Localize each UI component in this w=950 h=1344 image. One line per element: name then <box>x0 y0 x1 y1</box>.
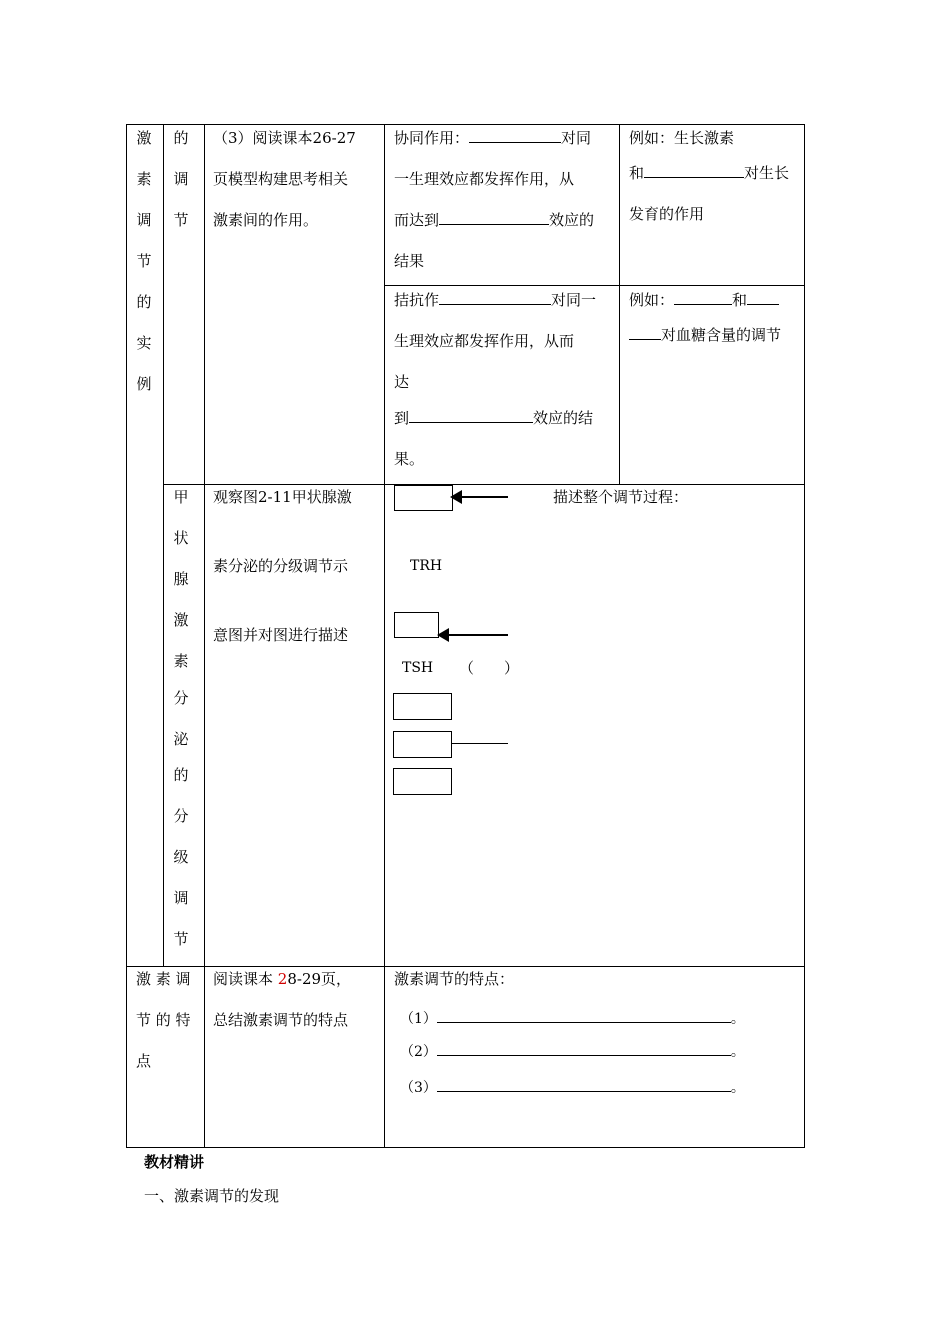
col1-char: 节 <box>136 252 152 270</box>
antagonism-line-1 <box>394 280 596 321</box>
synergy-line-3 <box>394 200 594 241</box>
paren-blank[interactable]: （ ） <box>459 659 520 677</box>
col2-right-border <box>204 124 205 1148</box>
task-line: 意图并对图进行描述 <box>213 626 349 644</box>
task-line: （3）阅读课本26-27 <box>213 129 356 147</box>
antagonism-line-3: 达 <box>394 373 410 391</box>
antagonism-example-blank-1[interactable] <box>674 289 732 305</box>
example-text: 对生长 <box>744 164 790 182</box>
synergy-line-2: 一生理效应都发挥作用，从 <box>394 170 575 188</box>
col2-char: 状 <box>173 529 189 547</box>
col1-char: 素 <box>136 170 152 188</box>
feature-item <box>400 1068 745 1109</box>
synergy-text: 效应的 <box>549 211 595 229</box>
col1-char: 调 <box>136 211 152 229</box>
table-bottom-border <box>126 1147 805 1148</box>
synergy-blank-1[interactable] <box>469 127 561 143</box>
section-heading: 教材精讲 <box>144 1153 205 1171</box>
feature-blank[interactable] <box>437 1007 731 1023</box>
antagonism-example-blank-3[interactable] <box>629 324 661 340</box>
task-line: 观察图2-11甲状腺激 <box>213 488 352 506</box>
task-line <box>213 959 351 1000</box>
diagram-box-4[interactable] <box>393 731 452 758</box>
row3-title-line: 激 素 调 <box>136 970 191 988</box>
connector-line <box>451 743 508 744</box>
antagonism-line-4 <box>394 398 593 439</box>
synergy-example-blank[interactable] <box>644 162 744 178</box>
col2-char: 调 <box>173 889 189 907</box>
synergy-line-1 <box>394 118 591 159</box>
antagonism-text: 对同一 <box>551 291 597 309</box>
arrow-head-icon <box>450 490 462 504</box>
antagonism-line-2: 生理效应都发挥作用，从而 <box>394 332 575 350</box>
example-text: 例如： <box>629 291 675 309</box>
col1-char: 的 <box>136 293 152 311</box>
col1-char: 实 <box>136 334 152 352</box>
feature-label: （1） <box>400 1011 437 1027</box>
synergy-line-4: 结果 <box>394 252 425 270</box>
feature-blank[interactable] <box>437 1040 731 1056</box>
antagonism-text: 到 <box>394 409 410 427</box>
task-text: 8-29页， <box>287 970 352 988</box>
col2-char: 调 <box>173 170 189 188</box>
antagonism-text: 效应的结 <box>533 409 594 427</box>
task-line: 素分泌的分级调节示 <box>213 557 349 575</box>
col2-char: 分 <box>173 807 189 825</box>
col2-char: 的 <box>173 766 189 784</box>
synergy-example-line-2 <box>629 153 789 194</box>
example-text: 和 <box>629 164 645 182</box>
col2-char: 节 <box>173 211 189 229</box>
feature-end: 。 <box>730 1011 745 1027</box>
table-right-border <box>804 124 805 1148</box>
col2-char: 素 <box>173 652 189 670</box>
synergy-example-line-3: 发育的作用 <box>629 205 705 223</box>
arrow-line-2 <box>446 634 508 636</box>
col2-char: 泌 <box>173 730 189 748</box>
col1-char: 激 <box>136 129 152 147</box>
arrow-line-1 <box>458 496 508 498</box>
table-left-border <box>126 124 127 1148</box>
col1-right-border <box>163 124 164 967</box>
feature-label: （3） <box>400 1080 437 1096</box>
diagram-box-3[interactable] <box>393 693 452 720</box>
diagram-box-pituitary[interactable] <box>394 612 439 638</box>
features-title: 激素调节的特点： <box>394 970 515 988</box>
feature-end: 。 <box>730 1080 745 1096</box>
arrow-head-icon <box>437 628 449 642</box>
diagram-box-5[interactable] <box>393 768 452 795</box>
col2-char: 激 <box>173 611 189 629</box>
synergy-text: 对同 <box>561 129 592 147</box>
feature-blank[interactable] <box>437 1076 731 1092</box>
task-text: 阅读课本 <box>213 970 274 988</box>
synergy-example-line-1: 例如：生长激素 <box>629 129 735 147</box>
row3-title-line: 点 <box>136 1052 152 1070</box>
antagonism-blank-2[interactable] <box>409 407 533 423</box>
diagram-box-hypothalamus[interactable] <box>394 485 453 511</box>
section-subheading: 一、激素调节的发现 <box>144 1187 280 1205</box>
col2-char: 级 <box>173 848 189 866</box>
antagonism-text: 拮抗作 <box>394 291 440 309</box>
example-text: 对血糖含量的调节 <box>661 326 782 344</box>
synergy-text: 而达到 <box>394 211 440 229</box>
antagonism-example-blank-2[interactable] <box>747 289 779 305</box>
synergy-label: 协同作用： <box>394 129 470 147</box>
col2-char: 分 <box>173 689 189 707</box>
trh-label: TRH <box>410 558 443 574</box>
synergy-blank-2[interactable] <box>439 209 549 225</box>
antagonism-blank-1[interactable] <box>439 289 551 305</box>
task-line: 总结激素调节的特点 <box>213 1011 349 1029</box>
col1-char: 例 <box>136 375 152 393</box>
col4-right-border <box>619 124 620 485</box>
col2-char: 腺 <box>173 570 189 588</box>
tsh-label: TSH <box>402 660 434 676</box>
describe-label: 描述整个调节过程： <box>553 488 689 506</box>
col2-char: 的 <box>173 129 189 147</box>
task-page-red: 2 <box>277 970 288 988</box>
task-line: 激素间的作用。 <box>213 211 319 229</box>
example-text: 和 <box>732 291 748 309</box>
feature-item <box>400 1032 745 1073</box>
feature-end: 。 <box>730 1044 745 1060</box>
antagonism-line-5: 果。 <box>394 450 425 468</box>
row3-title-line: 节 的 特 <box>136 1011 191 1029</box>
antagonism-example-line-2 <box>629 315 781 356</box>
col3-right-border <box>384 124 385 1148</box>
col2-char: 节 <box>173 930 189 948</box>
col2-char: 甲 <box>173 488 189 506</box>
task-line: 页模型构建思考相关 <box>213 170 349 188</box>
feature-label: （2） <box>400 1044 437 1060</box>
